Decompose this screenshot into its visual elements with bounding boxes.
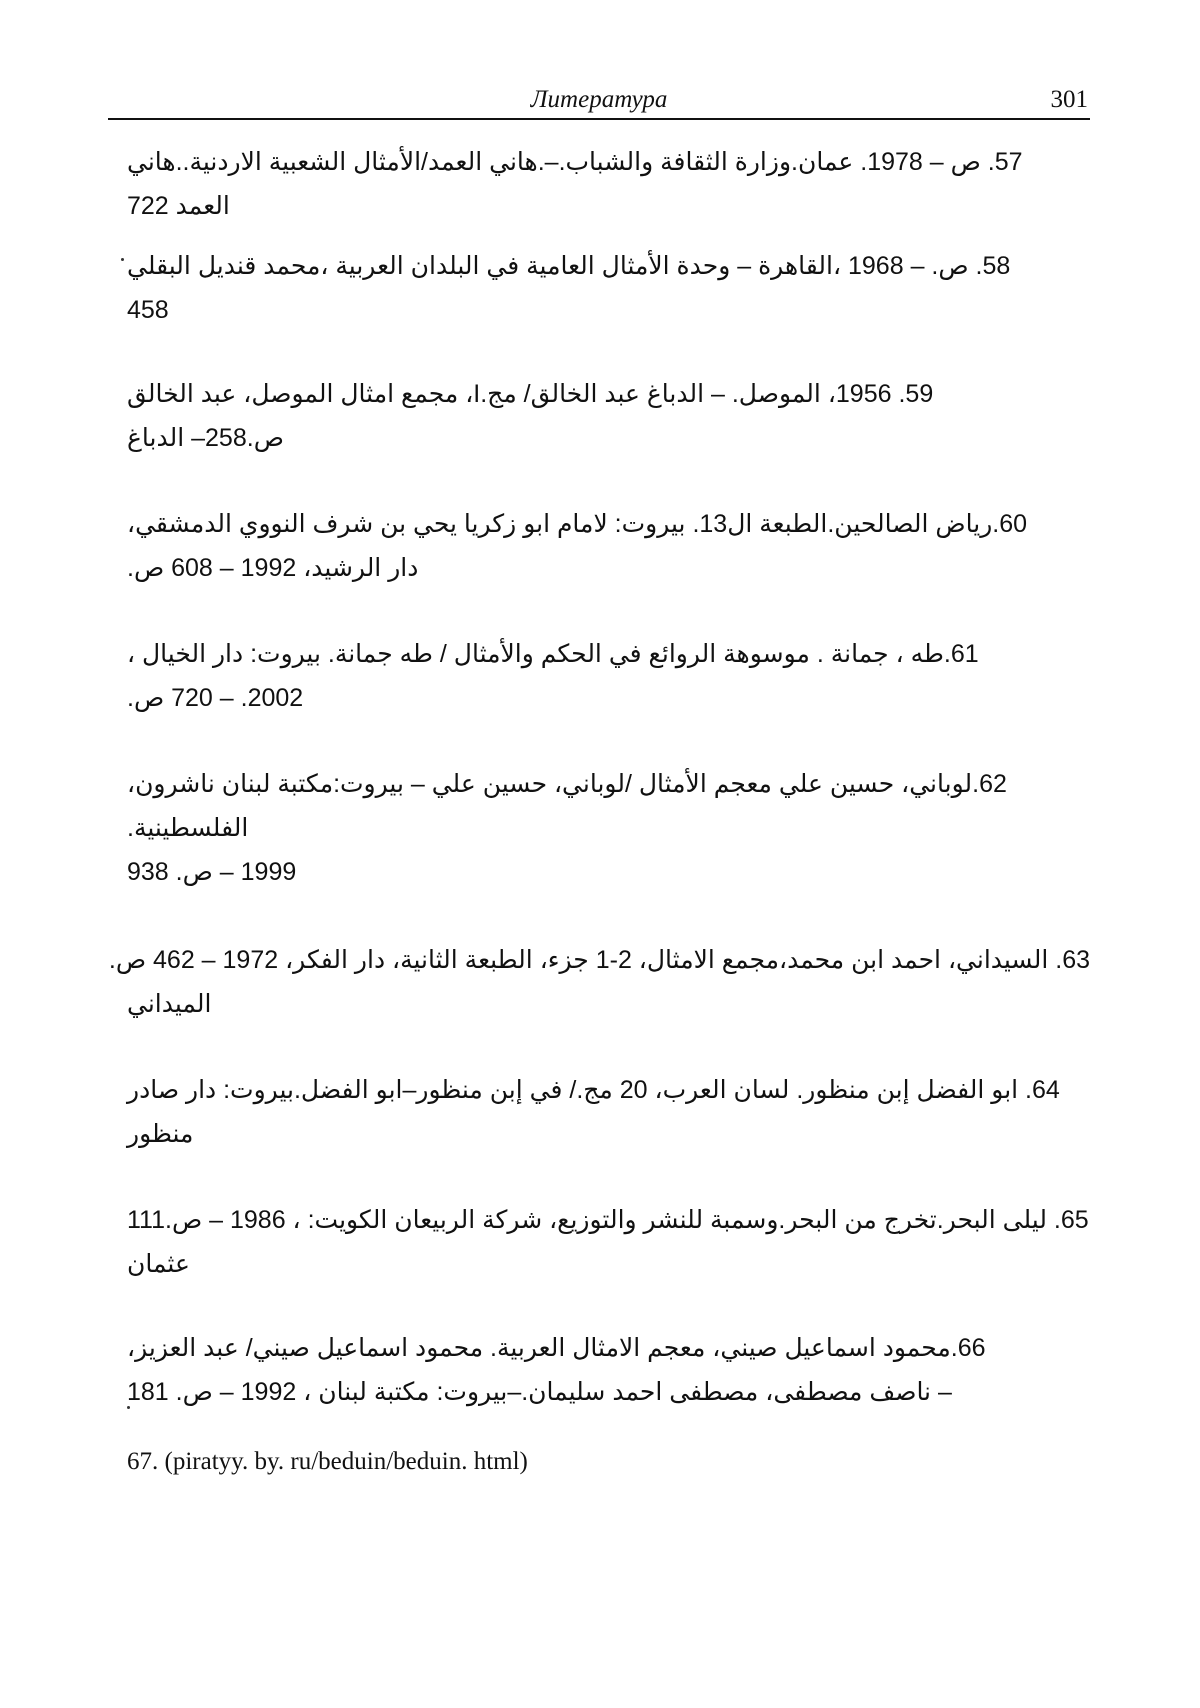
reference-66 — [127, 1326, 1090, 1440]
reference-line: 59. 1956، الموصل. – الدباغ عبد الخالق/ مج.I، مجمع امثال الموصل، عبد الخالق — [127, 380, 934, 408]
reference-line: الميداني — [127, 990, 212, 1018]
reference-line: ص.258– الدباغ — [127, 424, 284, 452]
reference-64 — [127, 1068, 1090, 1198]
reference-58 — [127, 244, 1090, 372]
reference-line: 63. السيداني، احمد ابن محمد،مجمع الامثال، 2-1 جزء، الطبعة الثانية، دار الفكر، 1972 – 462 ص. — [108, 946, 1090, 974]
reference-63 — [108, 938, 1090, 1068]
reference-67 — [127, 1440, 1090, 1490]
reference-65 — [127, 1198, 1090, 1326]
reference-61 — [127, 632, 1090, 762]
running-title: Литература — [530, 86, 668, 113]
reference-line: عثمان — [127, 1250, 190, 1278]
reference-line: 67. (piratyy. by. ru/beduin/beduin. html) — [127, 1448, 528, 1475]
reference-60 — [127, 502, 1090, 632]
reference-line: – ناصف مصطفى، مصطفى احمد سليمان.–بيروت: مكتبة لبنان ، 1992 – ص. 181 — [127, 1378, 952, 1406]
reference-line: 64. ابو الفضل إبن منظور. لسان العرب، 20 مج./ في إبن منظور–ابو الفضل.بيروت: دار صادر — [127, 1076, 1060, 1104]
stray-dot — [121, 258, 124, 261]
reference-list — [108, 140, 1090, 1490]
reference-line: 60.رياض الصالحين.الطبعة ال13. بيروت: لامام ابو زكريا يحي بن شرف النووي الدمشقي، — [127, 510, 1028, 538]
reference-line: 61.طه ، جمانة . موسوهة الروائع في الحكم والأمثال / طه جمانة. بيروت: دار الخيال ، — [127, 640, 979, 668]
page-number: 301 — [1050, 86, 1088, 113]
reference-line: 458 — [127, 296, 169, 324]
reference-57 — [127, 140, 1090, 244]
reference-line: 1999 – ص. 938 — [127, 858, 297, 886]
reference-59 — [127, 372, 1090, 502]
reference-line: دار الرشيد، 1992 – 608 ص. — [127, 554, 419, 582]
reference-line: 2002. – 720 ص. — [127, 684, 304, 712]
reference-line: 57. ص – 1978. عمان.وزارة الثقافة والشباب.–.هاني العمد/الأمثال الشعبية الاردنية..هاني — [127, 148, 1023, 176]
reference-line: منظور — [127, 1120, 194, 1148]
reference-line: 65. ليلى البحر.تخرج من البحر.وسمبة للنشر والتوزيع، شركة الربيعان الكويت: ، 1986 – ص.111 — [127, 1206, 1089, 1234]
reference-62 — [127, 762, 1090, 938]
stray-dot — [127, 1406, 130, 1409]
reference-line: العمد 722 — [127, 192, 230, 220]
reference-line: 66.محمود اسماعيل صيني، معجم الامثال العربية. محمود اسماعيل صيني/ عبد العزيز، — [127, 1334, 986, 1362]
page-header — [108, 84, 1090, 120]
reference-line: 58. ص. – 1968 ،القاهرة – وحدة الأمثال العامية في البلدان العربية ،محمد قنديل البقلي — [127, 252, 1011, 280]
reference-line: الفلسطينية. — [127, 814, 249, 842]
reference-line: 62.لوباني، حسين علي معجم الأمثال /لوباني، حسين علي – بيروت:مكتبة لبنان ناشرون، — [127, 770, 1007, 798]
